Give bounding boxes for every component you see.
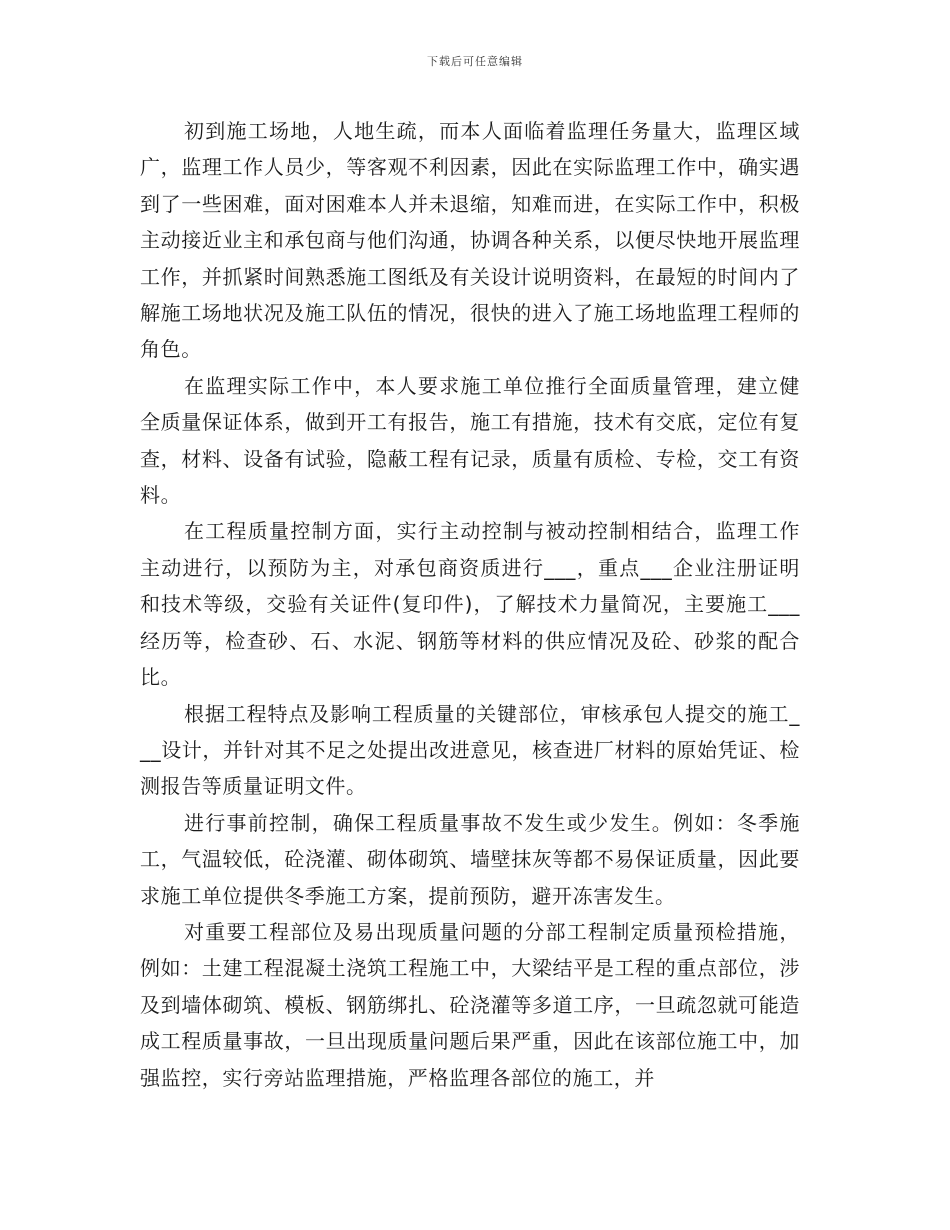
document-body	[140, 113, 800, 1096]
paragraph-1: 初到施工场地，人地生疏，而本人面临着监理任务量大，监理区域广，监理工作人员少，等客观不利因素，因此在实际监理工作中，确实遇到了一些困难，面对困难本人并未退缩，知难而进，在实际工作中，积极主动接近业主和承包商与他们沟通，协调各种关系，以便尽快地开展监理工作，并抓紧时间熟悉施工图纸及有关设计说明资料，在最短的时间内了解施工场地状况及施工队伍的情况，很快的进入了施工场地监理工程师的角色。	[140, 119, 800, 362]
page-header: 下载后可任意编辑	[427, 55, 523, 68]
paragraph-6: 对重要工程部位及易出现质量问题的分部工程制定质量预检措施，例如：土建工程混凝土浇筑工程施工中，大梁结平是工程的重点部位，涉及到墙体砌筑、模板、钢筋绑扎、砼浇灌等多道工序，一旦疏忽就可能造成工程质量事故，一旦出现质量问题后果严重，因此在该部位施工中，加强监控，实行旁站监理措施，严格监理各部位的施工，并	[140, 919, 800, 1090]
paragraph-5: 进行事前控制，确保工程质量事故不发生或少发生。例如：冬季施工，气温较低，砼浇灌、砌体砌筑、墙壁抹灰等都不易保证质量，因此要求施工单位提供冬季施工方案，提前预防，避开冻害发生。	[140, 810, 800, 908]
paragraph-2: 在监理实际工作中，本人要求施工单位推行全面质量管理，建立健全质量保证体系，做到开工有报告，施工有措施，技术有交底，定位有复查，材料、设备有试验，隐蔽工程有记录，质量有质检、专检，交工有资料。	[140, 373, 800, 508]
paragraph-4: 根据工程特点及影响工程质量的关键部位，审核承包人提交的施工___设计，并针对其不足之处提出改进意见，核查进厂材料的原始凭证、检测报告等质量证明文件。	[140, 701, 800, 799]
paragraph-3: 在工程质量控制方面，实行主动控制与被动控制相结合，监理工作主动进行，以预防为主，对承包商资质进行___，重点___企业注册证明和技术等级，交验有关证件(复印件)，了解技术力量简况，主要施工___经历等，检查砂、石、水泥、钢筋等材料的供应情况及砼、砂浆的配合比。	[140, 519, 800, 690]
